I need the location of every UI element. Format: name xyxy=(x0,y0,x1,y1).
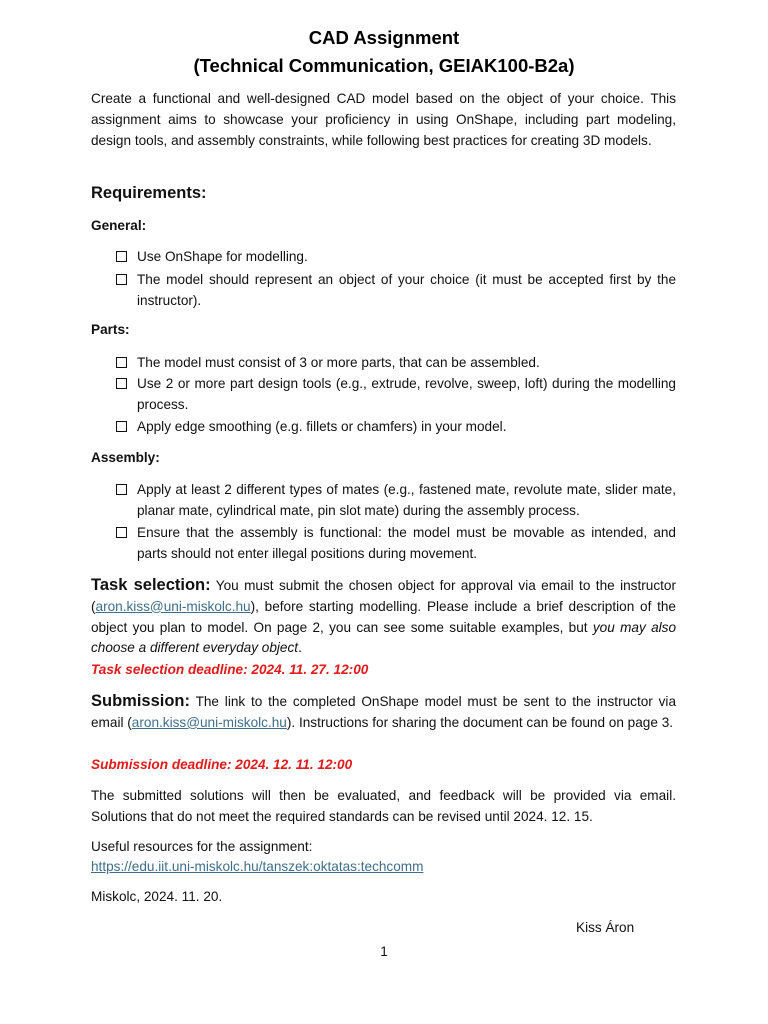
task-selection-lead: Task selection: xyxy=(91,576,211,594)
checkbox-icon[interactable] xyxy=(116,251,127,262)
checkbox-icon[interactable] xyxy=(116,378,127,389)
page-number: 1 xyxy=(380,944,388,959)
resources-link[interactable]: https://edu.iit.uni-miskolc.hu/tanszek:oktatas:techcomm xyxy=(91,859,424,874)
instructor-email-link[interactable]: aron.kiss@uni-miskolc.hu xyxy=(131,714,287,730)
signature: Kiss Áron xyxy=(576,920,635,935)
checklist-item: Ensure that the assembly is functional: the model must be movable as intended, and parts should not enter illegal positions during movement. xyxy=(116,523,676,564)
checklist-item: The model should represent an object of your choice (it must be accepted first by the instructor). xyxy=(116,270,676,311)
checklist-item: The model must consist of 3 or more parts, that can be assembled. xyxy=(116,353,676,374)
general-heading: General: xyxy=(91,218,147,233)
parts-heading: Parts: xyxy=(91,322,130,337)
document-subtitle: (Technical Communication, GEIAK100-B2a) xyxy=(193,55,575,76)
task-selection-deadline: Task selection deadline: 2024. 11. 27. 12:00 xyxy=(91,662,369,677)
checklist-item: Use OnShape for modelling. xyxy=(116,247,676,268)
resources-label: Useful resources for the assignment: xyxy=(91,839,313,854)
intro-paragraph: Create a functional and well-designed CAD model based on the object of your choice. This assignment aims to showcase your proficiency in using OnShape, including part modeling, design tools, and assembly constraints, while following best practices for creating 3D models. xyxy=(91,91,676,148)
checkbox-icon[interactable] xyxy=(116,357,127,368)
checkbox-icon[interactable] xyxy=(116,527,127,538)
task-selection-paragraph: Task selection: You must submit the chosen object for approval via email to the instructor (aron.kiss@uni-miskolc.hu), before starting modelling. Please include a brief description of the object you plan to model. On page 2, you can see some suitable examples, but you may also choose a different everyday object. xyxy=(91,576,677,656)
assembly-heading: Assembly: xyxy=(91,450,160,465)
checkbox-icon[interactable] xyxy=(116,484,127,495)
submission-lead: Submission: xyxy=(91,692,191,710)
checkbox-icon[interactable] xyxy=(116,421,127,432)
place-date: Miskolc, 2024. 11. 20. xyxy=(91,889,223,904)
evaluation-paragraph: The submitted solutions will then be evaluated, and feedback will be provided via email. Solutions that do not meet the required standards can be revised until 2024. 12. 15. xyxy=(91,788,676,824)
submission-paragraph: Submission: The link to the completed OnShape model must be sent to the instructor via email (aron.kiss@uni-miskolc.hu). Instructions for sharing the document can be found on page 3. xyxy=(91,692,676,730)
checklist-item: Apply at least 2 different types of mates (e.g., fastened mate, revolute mate, slider mate, planar mate, cylindrical mate, pin slot mate) during the assembly process. xyxy=(116,480,676,521)
requirements-heading: Requirements: xyxy=(91,184,207,202)
checklist-item: Use 2 or more part design tools (e.g., extrude, revolve, sweep, loft) during the modelling process. xyxy=(116,374,676,415)
checklist-item: Apply edge smoothing (e.g. fillets or chamfers) in your model. xyxy=(116,417,676,438)
document-title: CAD Assignment xyxy=(308,27,460,48)
submission-deadline: Submission deadline: 2024. 12. 11. 12:00 xyxy=(91,757,353,772)
checkbox-icon[interactable] xyxy=(116,274,127,285)
instructor-email-link[interactable]: aron.kiss@uni-miskolc.hu xyxy=(95,598,251,614)
